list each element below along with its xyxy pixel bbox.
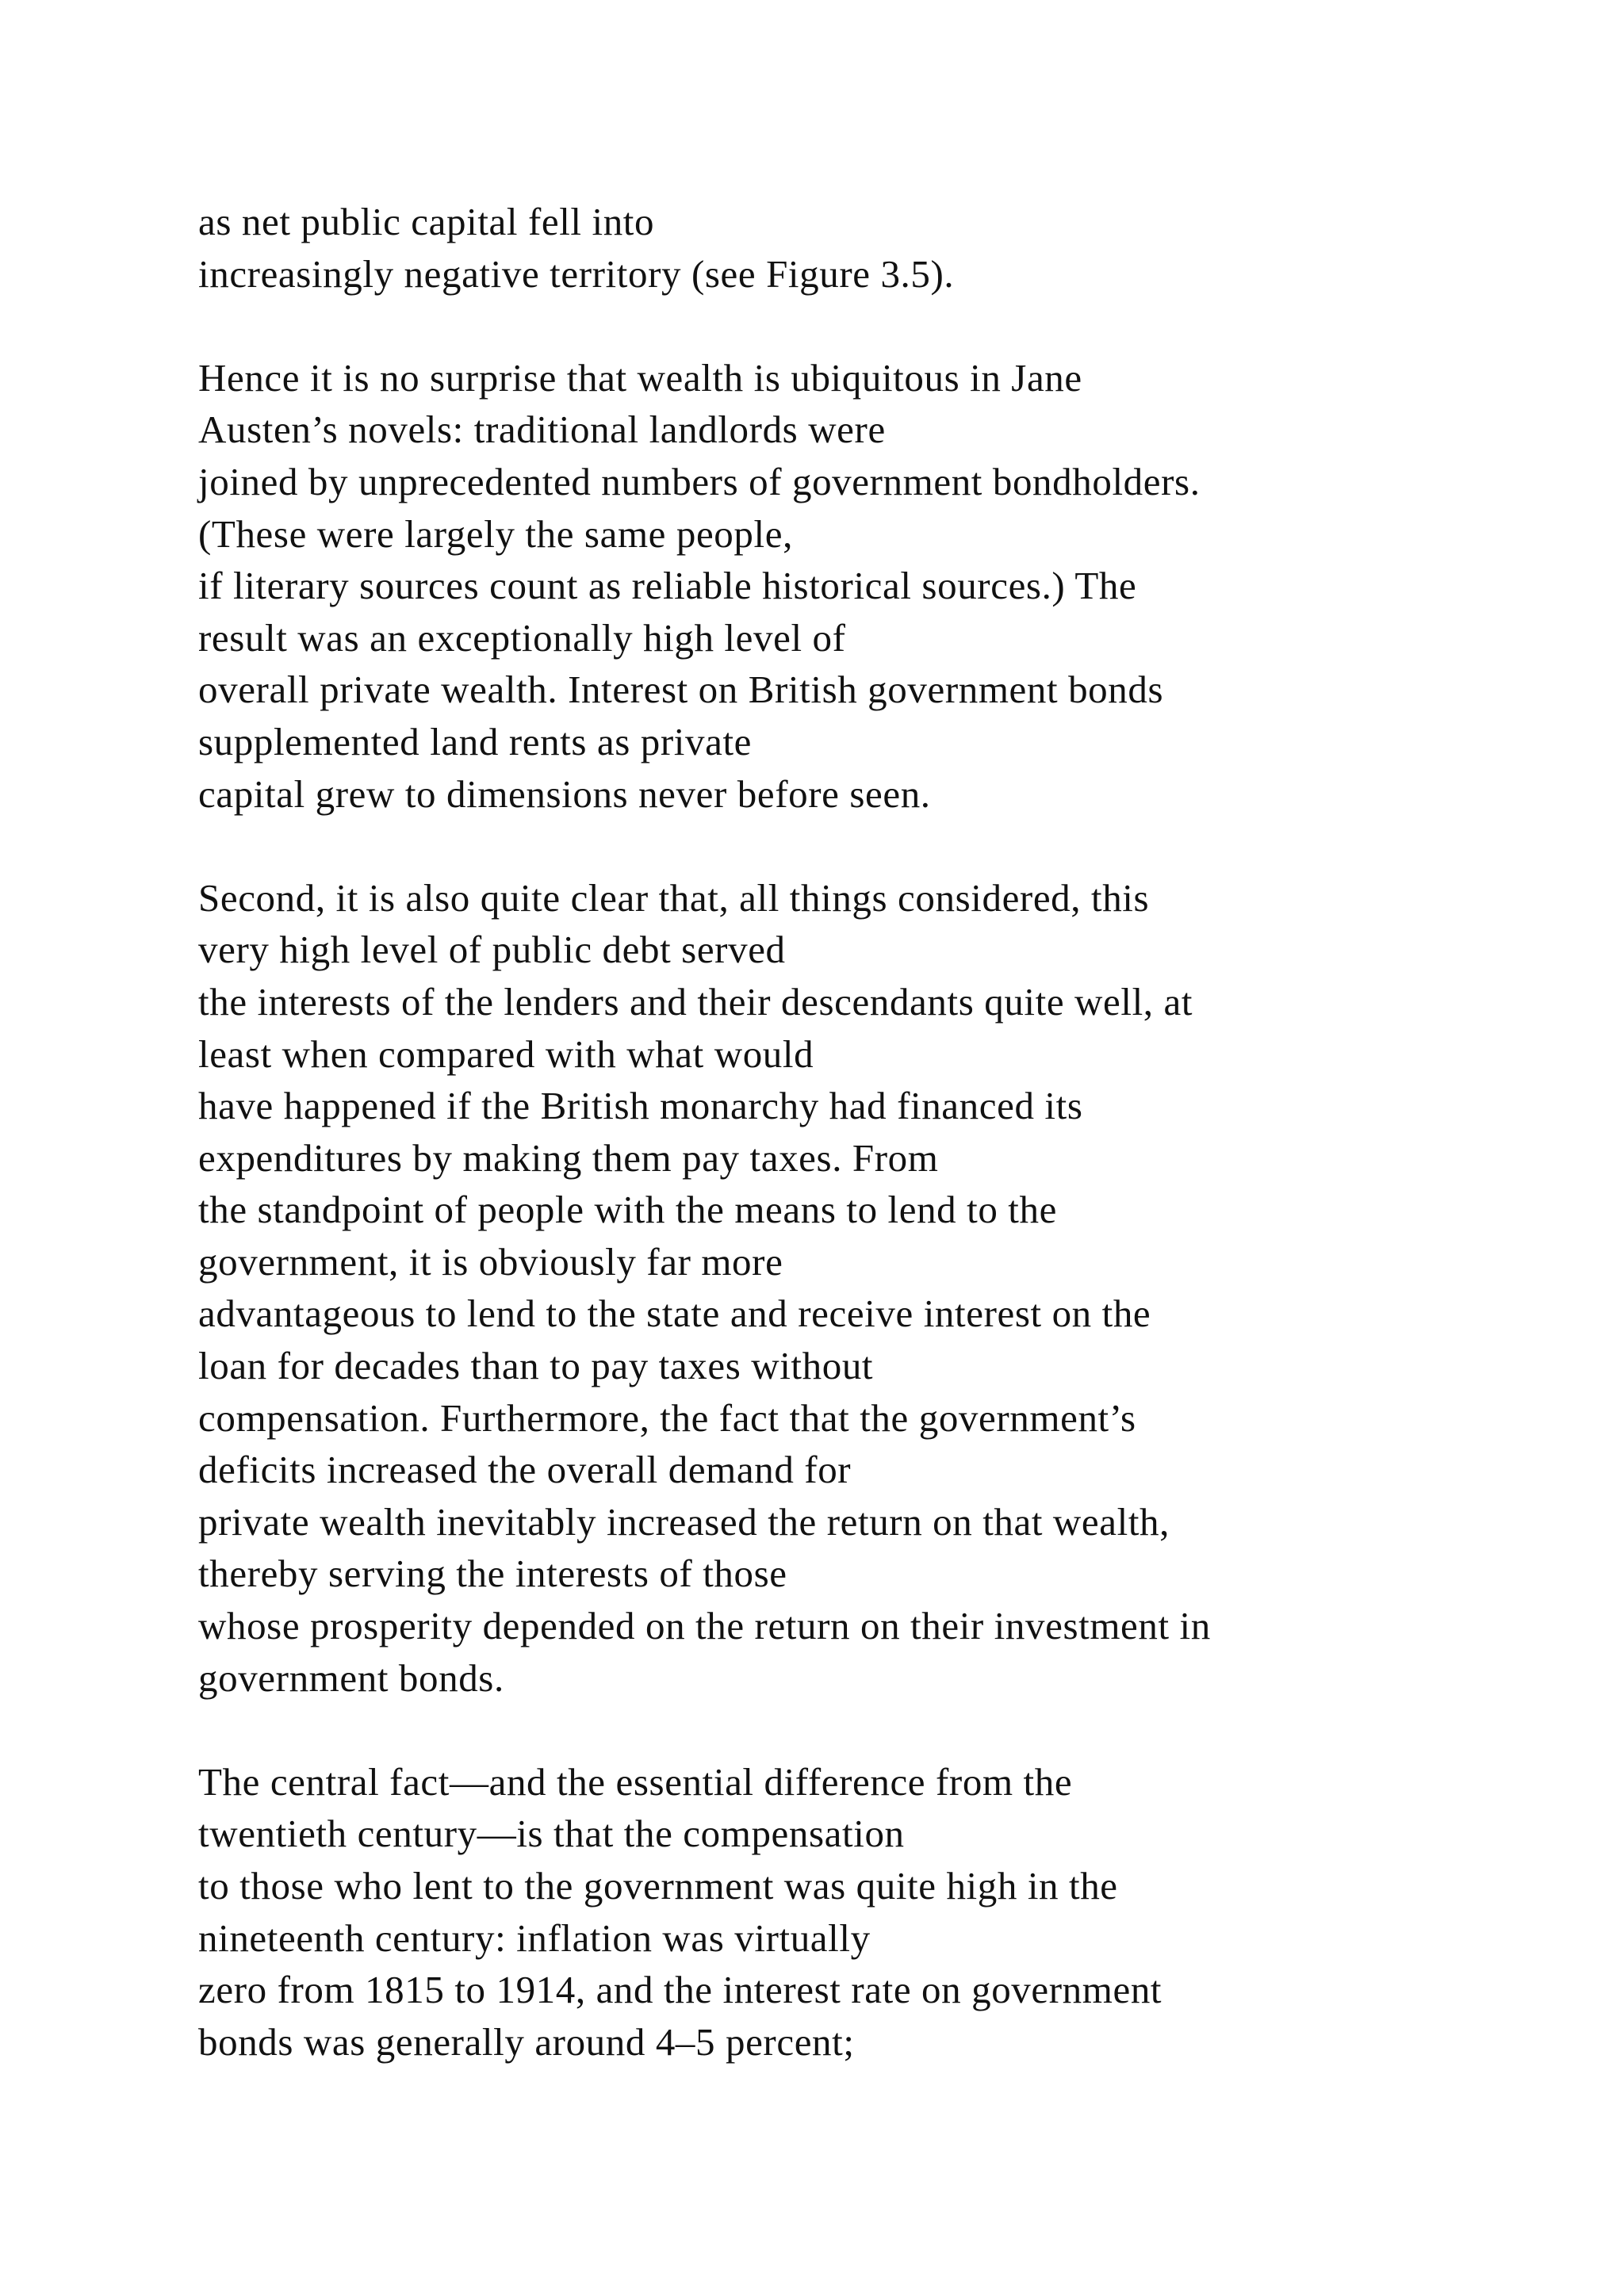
text-line: Second, it is also quite clear that, all things considered, this (198, 875, 1150, 920)
text-line: deficits increased the overall demand for (198, 1448, 852, 1492)
text-line: supplemented land rents as private (198, 719, 753, 763)
text-line: government bonds. (198, 1655, 504, 1700)
text-line: the interests of the lenders and their descendants quite well, at (198, 979, 1193, 1024)
text-line: to those who lent to the government was quite high in the (198, 1864, 1118, 1908)
text-line: thereby serving the interests of those (198, 1552, 787, 1596)
text-line: advantageous to lend to the state and receive interest on the (198, 1292, 1151, 1336)
text-line: have happened if the British monarchy had financed its (198, 1084, 1083, 1128)
text-line: Hence it is no surprise that wealth is ubiquitous in Jane (198, 355, 1082, 400)
body-text (198, 196, 1594, 2068)
text-line: zero from 1815 to 1914, and the interest rate on government (198, 1968, 1162, 2012)
text-line: bonds was generally around 4–5 percent; (198, 2019, 855, 2064)
text-line: overall private wealth. Interest on British government bonds (198, 668, 1164, 712)
text-line: (These were largely the same people, (198, 511, 793, 556)
text-line: capital grew to dimensions never before seen. (198, 771, 931, 816)
paragraph-break (198, 820, 1594, 872)
text-line: government, it is obviously far more (198, 1239, 783, 1284)
text-line: Austen’s novels: traditional landlords were (198, 408, 886, 452)
paragraph-break (198, 1704, 1594, 1756)
text-line: private wealth inevitably increased the return on that wealth, (198, 1499, 1170, 1544)
text-line: the standpoint of people with the means to lend to the (198, 1188, 1057, 1232)
text-line: increasingly negative territory (see Figure 3.5). (198, 251, 955, 296)
text-line: very high level of public debt served (198, 928, 786, 972)
text-line: least when compared with what would (198, 1031, 814, 1076)
text-line: expenditures by making them pay taxes. From (198, 1135, 939, 1180)
text-line: as net public capital fell into (198, 200, 655, 243)
text-line: compensation. Furthermore, the fact that the government’s (198, 1395, 1136, 1440)
text-line: whose prosperity depended on the return on their investment in (198, 1604, 1211, 1648)
text-line: result was an exceptionally high level of (198, 615, 846, 660)
text-line: joined by unprecedented numbers of government bondholders. (198, 459, 1201, 503)
text-line: The central fact—and the essential difference from the (198, 1759, 1073, 1804)
text-line: if literary sources count as reliable historical sources.) The (198, 564, 1137, 608)
text-line: twentieth century—is that the compensation (198, 1812, 905, 1856)
text-line: nineteenth century: inflation was virtually (198, 1915, 871, 1960)
text-line: loan for decades than to pay taxes without (198, 1344, 874, 1388)
paragraph-break (198, 300, 1594, 352)
